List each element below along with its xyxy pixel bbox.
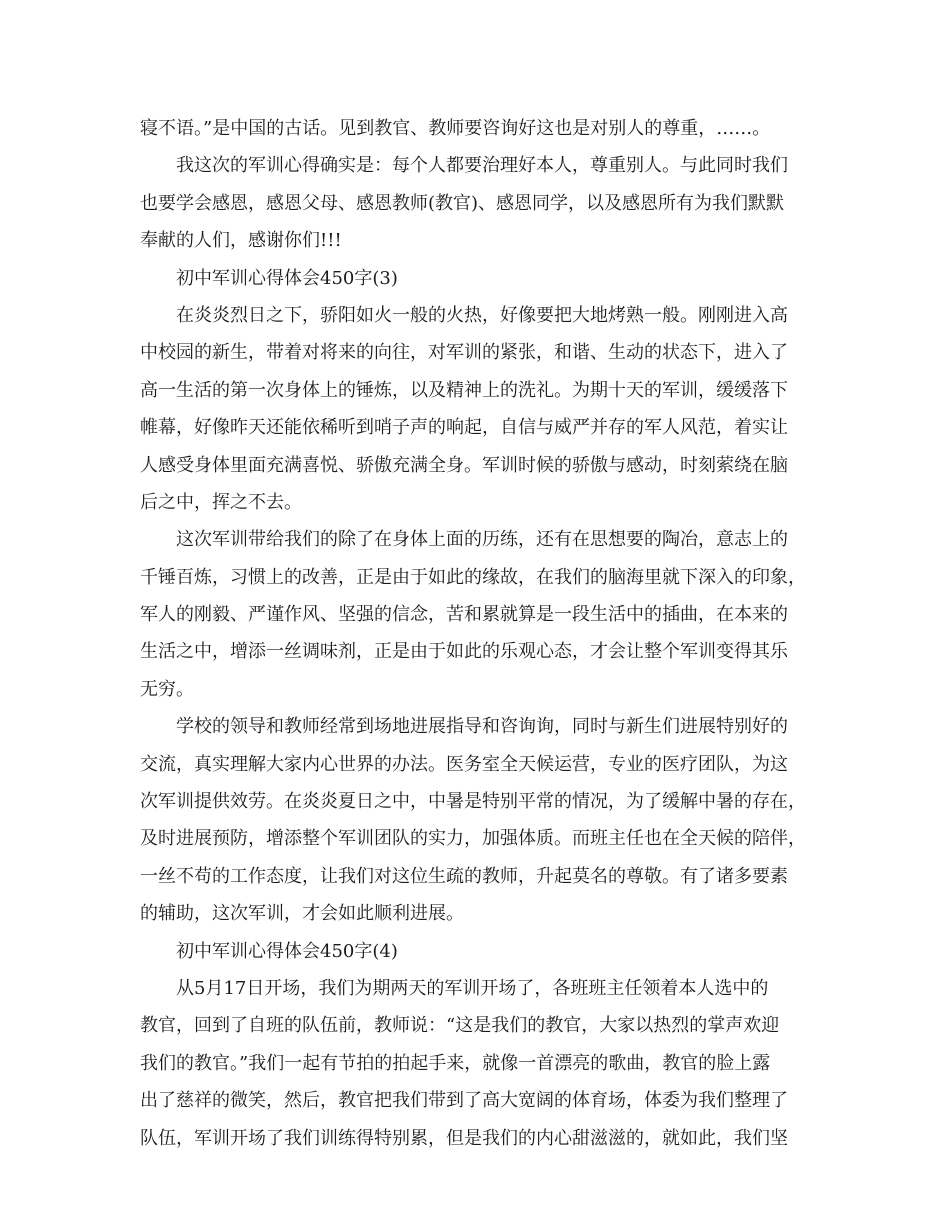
paragraph-line: 我们的教官。”我们一起有节拍的拍起手来，就像一首漂亮的歌曲，教官的脸上露: [140, 1052, 771, 1074]
paragraph-line: 我这次的军训心得确实是：每个人都要治理好本人，尊重别人。与此同时我们: [176, 155, 788, 177]
paragraph-line: 次军训提供效劳。在炎炎夏日之中，中暑是特别平常的情况，为了缓解中暑的存在，: [140, 791, 806, 813]
paragraph-line: 千锤百炼，习惯上的改善，正是由于如此的缘故，在我们的脑海里就下深入的印象，: [140, 566, 806, 588]
paragraph-line: 这次军训带给我们的除了在身体上面的历练，还有在思想要的陶冶，意志上的: [176, 529, 788, 551]
paragraph-line: 帷幕，好像昨天还能依稀听到哨子声的响起，自信与威严并存的军人风范，着实让: [140, 417, 788, 439]
paragraph-line: 交流，真实理解大家内心世界的办法。医务室全天候运营，专业的医疗团队，为这: [140, 753, 788, 775]
paragraph-line: 的辅助，这次军训，才会如此顺利进展。: [140, 903, 464, 925]
paragraph-line: 出了慈祥的微笑，然后，教官把我们带到了高大宽阔的体育场，体委为我们整理了: [140, 1090, 788, 1112]
paragraph-line: 军人的刚毅、严谨作风、坚强的信念，苦和累就算是一段生活中的插曲，在本来的: [140, 604, 788, 626]
paragraph-line: 教官，回到了自班的队伍前，教师说：“这是我们的教官，大家以热烈的掌声欢迎: [140, 1015, 780, 1037]
section-heading: 初中军训心得体会450字(3): [176, 267, 398, 289]
document-body: [140, 110, 820, 1157]
paragraph-line: 无穷。: [140, 678, 194, 700]
paragraph-line: 一丝不苟的工作态度，让我们对这位生疏的教师，升起莫名的尊敬。有了诸多要素: [140, 865, 788, 887]
paragraph-line: 高一生活的第一次身体上的锤炼，以及精神上的洗礼。为期十天的军训，缓缓落下: [140, 379, 788, 401]
paragraph-line: 后之中，挥之不去。: [140, 491, 302, 513]
paragraph-line: 队伍，军训开场了我们训练得特别累，但是我们的内心甜滋滋的，就如此，我们坚: [140, 1127, 788, 1149]
paragraph-line: 在炎炎烈日之下，骄阳如火一般的火热，好像要把大地烤熟一般。刚刚进入高: [176, 304, 788, 326]
paragraph-line: 生活之中，增添一丝调味剂，正是由于如此的乐观心态，才会让整个军训变得其乐: [140, 641, 788, 663]
paragraph-line: 人感受身体里面充满喜悦、骄傲充满全身。军训时候的骄傲与感动，时刻萦绕在脑: [140, 454, 788, 476]
section-heading: 初中军训心得体会450字(4): [176, 940, 398, 962]
paragraph-line: 寝不语。”是中国的古话。见到教官、教师要咨询好这也是对别人的尊重，……。: [140, 118, 771, 139]
paragraph-line: 从5月17日开场，我们为期两天的军训开场了，各班班主任领着本人选中的: [176, 977, 769, 999]
paragraph-line: 奉献的人们，感谢你们!!!: [140, 230, 342, 252]
paragraph-line: 及时进展预防，增添整个军训团队的实力，加强体质。而班主任也在全天候的陪伴，: [140, 828, 806, 850]
paragraph-line: 中校园的新生，带着对将来的向往，对军训的紧张，和谐、生动的状态下，进入了: [140, 342, 788, 364]
paragraph-line: 学校的领导和教师经常到场地进展指导和咨询询，同时与新生们进展特别好的: [176, 716, 788, 738]
paragraph-line: 也要学会感恩，感恩父母、感恩教师(教官)、感恩同学，以及感恩所有为我们默默: [140, 192, 785, 214]
